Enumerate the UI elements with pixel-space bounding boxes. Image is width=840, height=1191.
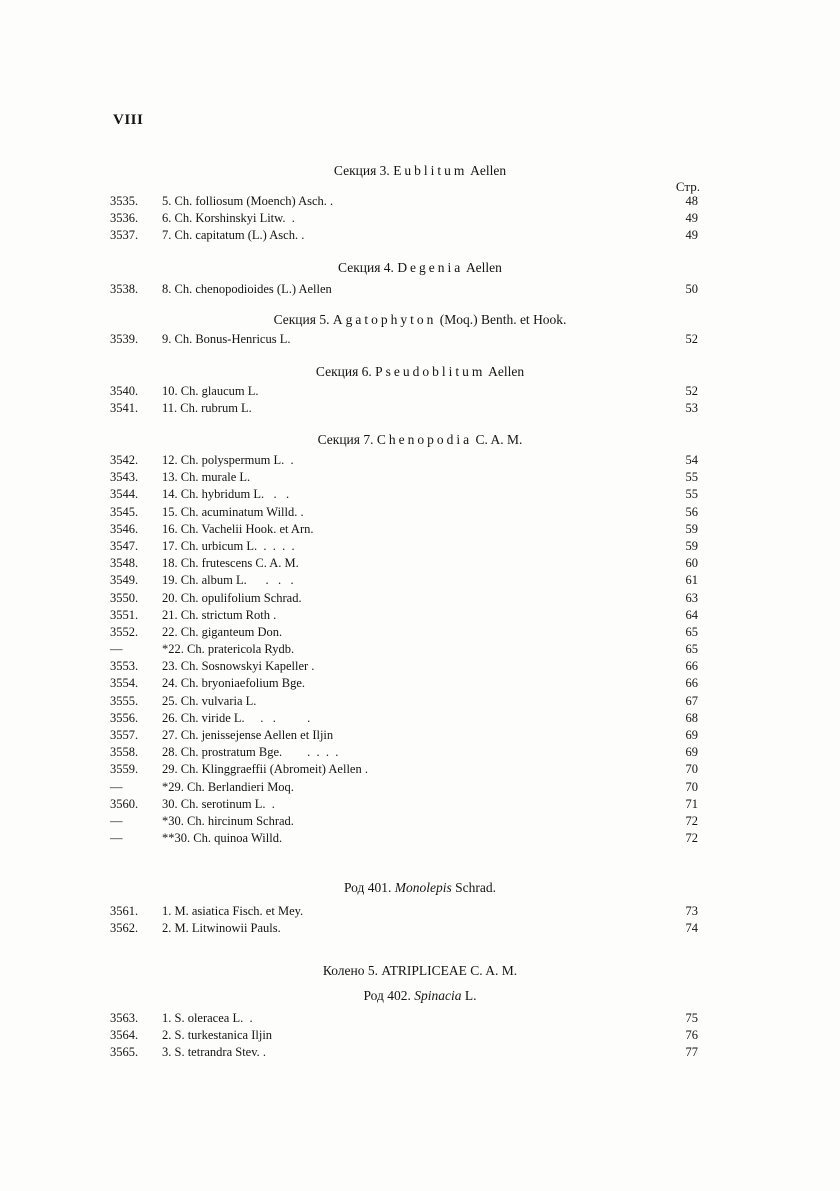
page-ref: 70 <box>685 779 698 794</box>
heading-prefix: Секция 6. <box>315 364 372 379</box>
entry-row <box>0 813 840 830</box>
species-name: 15. Ch. acuminatum Willd. . <box>162 504 304 519</box>
entry-row <box>0 641 840 658</box>
entry-row <box>0 693 840 710</box>
entry-row <box>0 727 840 744</box>
entry-row <box>0 227 840 244</box>
entry-number: 3548. <box>110 556 139 571</box>
heading-prefix: Секция 7. <box>317 432 374 447</box>
species-name: 1. M. asiatica Fisch. et Mey. <box>162 904 304 918</box>
page-ref: 49 <box>685 228 698 243</box>
entry-number: 3544. <box>110 487 139 502</box>
species-name: 25. Ch. vulvaria L. <box>162 693 257 708</box>
heading-taxon: Eublitum <box>393 163 468 178</box>
species-name: 14. Ch. hybridum L. . . <box>162 487 290 502</box>
entry-row <box>0 710 840 727</box>
entry-row <box>0 830 840 847</box>
page-ref: 60 <box>685 556 698 571</box>
heading-taxon: Pseudoblitum <box>375 364 486 379</box>
species-name: 9. Ch. Bonus-Henricus L. <box>162 332 291 346</box>
heading-taxon: Chenopodia <box>376 432 473 447</box>
entry-number: 3553. <box>110 659 139 674</box>
entry-row <box>0 761 840 778</box>
page-ref: 59 <box>685 538 698 553</box>
heading-author: Schrad. <box>455 880 497 895</box>
species-name: 5. Ch. folliosum (Moench) Asch. . <box>162 194 334 208</box>
entry-number: 3555. <box>110 693 139 708</box>
species-name: 12. Ch. polyspermum L. . <box>162 453 294 467</box>
heading-author: (Moq.) Benth. et Hook. <box>439 312 567 327</box>
species-name: 7. Ch. capitatum (L.) Asch. . <box>162 228 305 243</box>
species-name: 19. Ch. album L. . . . <box>162 573 294 588</box>
species-name: *30. Ch. hircinum Schrad. <box>162 813 294 828</box>
entry-number: 3558. <box>110 745 139 760</box>
heading-author: L. <box>464 988 477 1003</box>
section-heading-chenopodia <box>0 432 840 448</box>
page-ref: 55 <box>685 470 698 485</box>
page-ref: 55 <box>685 487 698 502</box>
entry-list-degenia <box>0 281 840 298</box>
page-ref: 69 <box>685 745 698 760</box>
entry-row <box>0 504 840 521</box>
entry-row <box>0 538 840 555</box>
entry-number: 3563. <box>110 1011 139 1025</box>
species-name: 22. Ch. giganteum Don. <box>162 624 283 639</box>
entry-number: 3561. <box>110 904 139 918</box>
heading-tribe: ATRIPLICEAE C. A. M. <box>381 963 518 978</box>
entry-row <box>0 675 840 692</box>
page-ref: 70 <box>685 762 698 777</box>
page-ref: 63 <box>685 590 698 605</box>
species-name: *29. Ch. Berlandieri Moq. <box>162 779 294 794</box>
heading-genus: Monolepis <box>394 880 452 895</box>
entry-number: 3552. <box>110 624 139 639</box>
entry-row <box>0 1010 840 1027</box>
species-name: 1. S. oleracea L. . <box>162 1011 253 1025</box>
entry-number: 3554. <box>110 676 139 691</box>
entry-number: 3541. <box>110 401 139 416</box>
heading-author: C. A. M. <box>475 432 523 447</box>
species-name: **30. Ch. quinoa Willd. <box>162 831 283 846</box>
entry-row <box>0 486 840 503</box>
entry-row <box>0 779 840 796</box>
heading-taxon: Degenia <box>397 260 464 275</box>
species-name: 30. Ch. serotinum L. . <box>162 796 275 811</box>
species-name: 16. Ch. Vachelii Hook. et Arn. <box>162 521 314 536</box>
entry-number: 3535. <box>110 194 139 208</box>
entry-row <box>0 744 840 761</box>
species-name: *22. Ch. pratericola Rydb. <box>162 642 295 657</box>
heading-author: Aellen <box>465 260 502 275</box>
entry-row <box>0 210 840 227</box>
page-ref: 49 <box>685 211 698 226</box>
entry-number: 3536. <box>110 211 139 226</box>
page-ref: 65 <box>685 624 698 639</box>
entry-row <box>0 400 840 417</box>
page-ref: 72 <box>685 813 698 828</box>
entry-number: 3550. <box>110 590 139 605</box>
page-ref: 75 <box>685 1011 698 1025</box>
species-name: 26. Ch. viride L. . . . <box>162 710 311 725</box>
entry-row <box>0 521 840 538</box>
entry-list-eublitum <box>0 193 840 245</box>
species-name: 2. S. turkestanica Iljin <box>162 1028 273 1043</box>
page-ref: 73 <box>685 904 698 918</box>
entry-row <box>0 331 840 348</box>
entry-list-chenopodia <box>0 452 840 847</box>
entry-list-spinacia <box>0 1010 840 1062</box>
page-column-header: Стр. <box>675 179 700 194</box>
entry-row <box>0 796 840 813</box>
heading-prefix: Секция 5. <box>273 312 330 327</box>
entry-number: — <box>110 831 123 846</box>
species-name: 6. Ch. Korshinskyi Litw. . <box>162 211 295 226</box>
page-ref: 68 <box>685 710 698 725</box>
entry-number: 3537. <box>110 228 139 243</box>
heading-genus: Spinacia <box>414 988 462 1003</box>
heading-prefix: Колено 5. <box>322 963 378 978</box>
entry-row <box>0 903 840 920</box>
entry-number: 3559. <box>110 762 139 777</box>
section-heading-degenia <box>0 260 840 276</box>
species-name: 2. M. Litwinowii Pauls. <box>162 921 281 936</box>
page-number: VIII <box>113 112 144 128</box>
entry-number: 3547. <box>110 538 139 553</box>
entry-number: 3545. <box>110 504 139 519</box>
page-ref: 72 <box>685 831 698 846</box>
entry-row <box>0 281 840 298</box>
page-ref: 69 <box>685 728 698 742</box>
section-heading-pseudoblitum <box>0 364 840 380</box>
entry-row <box>0 624 840 641</box>
genus-heading-monolepis <box>0 880 840 896</box>
genus-heading-spinacia <box>0 988 840 1004</box>
entry-number: 3557. <box>110 728 139 742</box>
entry-number: 3549. <box>110 573 139 588</box>
entry-number: 3538. <box>110 282 139 296</box>
entry-number: 3551. <box>110 607 139 622</box>
entry-row <box>0 1044 840 1061</box>
page-ref: 61 <box>685 573 698 588</box>
entry-row <box>0 452 840 469</box>
entry-row <box>0 555 840 572</box>
entry-row <box>0 920 840 937</box>
page-ref: 56 <box>685 504 698 519</box>
entry-row <box>0 383 840 400</box>
entry-list-pseudoblitum <box>0 383 840 417</box>
page-ref: 53 <box>685 401 698 416</box>
entry-number: — <box>110 642 123 657</box>
entry-row <box>0 193 840 210</box>
page-ref: 48 <box>685 194 698 208</box>
entry-row <box>0 572 840 589</box>
heading-author: Aellen <box>488 364 525 379</box>
entry-number: — <box>110 779 123 794</box>
page-ref: 64 <box>685 607 698 622</box>
page-ref: 52 <box>685 332 698 346</box>
page-ref: 59 <box>685 521 698 536</box>
species-name: 20. Ch. opulifolium Schrad. <box>162 590 302 605</box>
species-name: 17. Ch. urbicum L. . . . . <box>162 538 295 553</box>
species-name: 3. S. tetrandra Stev. . <box>162 1045 267 1060</box>
entry-number: 3564. <box>110 1028 139 1043</box>
entry-row <box>0 658 840 675</box>
entry-number: 3560. <box>110 796 139 811</box>
entry-number: — <box>110 813 123 828</box>
entry-number: 3542. <box>110 453 139 467</box>
page-ref: 67 <box>685 693 698 708</box>
page-ref: 74 <box>685 921 698 936</box>
heading-prefix: Род 401. <box>343 880 392 895</box>
tribe-heading-atripliceae <box>0 963 840 979</box>
section-heading-agatophyton <box>0 312 840 328</box>
entry-row <box>0 607 840 624</box>
species-name: 18. Ch. frutescens C. A. M. <box>162 556 299 571</box>
species-name: 13. Ch. murale L. <box>162 470 251 485</box>
species-name: 10. Ch. glaucum L. <box>162 384 259 398</box>
entry-number: 3539. <box>110 332 139 346</box>
entry-row <box>0 1027 840 1044</box>
heading-taxon: Agatophyton <box>332 312 437 327</box>
section-heading-eublitum <box>0 163 840 179</box>
page-ref: 76 <box>685 1028 698 1043</box>
entry-list-monolepis <box>0 903 840 937</box>
page-ref: 52 <box>685 384 698 398</box>
species-name: 23. Ch. Sosnowskyi Kapeller . <box>162 659 315 674</box>
entry-number: 3540. <box>110 384 139 398</box>
entry-number: 3546. <box>110 521 139 536</box>
heading-author: Aellen <box>470 163 507 178</box>
species-name: 29. Ch. Klinggraeffii (Abromeit) Aellen . <box>162 762 368 777</box>
page-ref: 66 <box>685 676 698 691</box>
page-ref: 66 <box>685 659 698 674</box>
heading-prefix: Секция 3. <box>333 163 390 178</box>
entry-number: 3562. <box>110 921 139 936</box>
page-ref: 65 <box>685 642 698 657</box>
species-name: 8. Ch. chenopodioides (L.) Aellen <box>162 282 332 296</box>
entry-number: 3543. <box>110 470 139 485</box>
heading-prefix: Секция 4. <box>338 260 394 275</box>
page-ref: 50 <box>685 282 698 296</box>
species-name: 24. Ch. bryoniaefolium Bge. <box>162 676 306 691</box>
species-name: 11. Ch. rubrum L. <box>162 401 252 416</box>
page-ref: 71 <box>685 796 698 811</box>
page-ref: 77 <box>685 1045 698 1060</box>
entry-row <box>0 469 840 486</box>
entry-row <box>0 590 840 607</box>
species-name: 21. Ch. strictum Roth . <box>162 607 277 622</box>
entry-number: 3565. <box>110 1045 139 1060</box>
entry-number: 3556. <box>110 710 139 725</box>
species-name: 27. Ch. jenissejense Aellen et Iljin <box>162 728 334 742</box>
entry-list-agatophyton <box>0 331 840 348</box>
page-ref: 54 <box>685 453 698 467</box>
heading-prefix: Род 402. <box>363 988 411 1003</box>
species-name: 28. Ch. prostratum Bge. . . . . <box>162 745 339 760</box>
